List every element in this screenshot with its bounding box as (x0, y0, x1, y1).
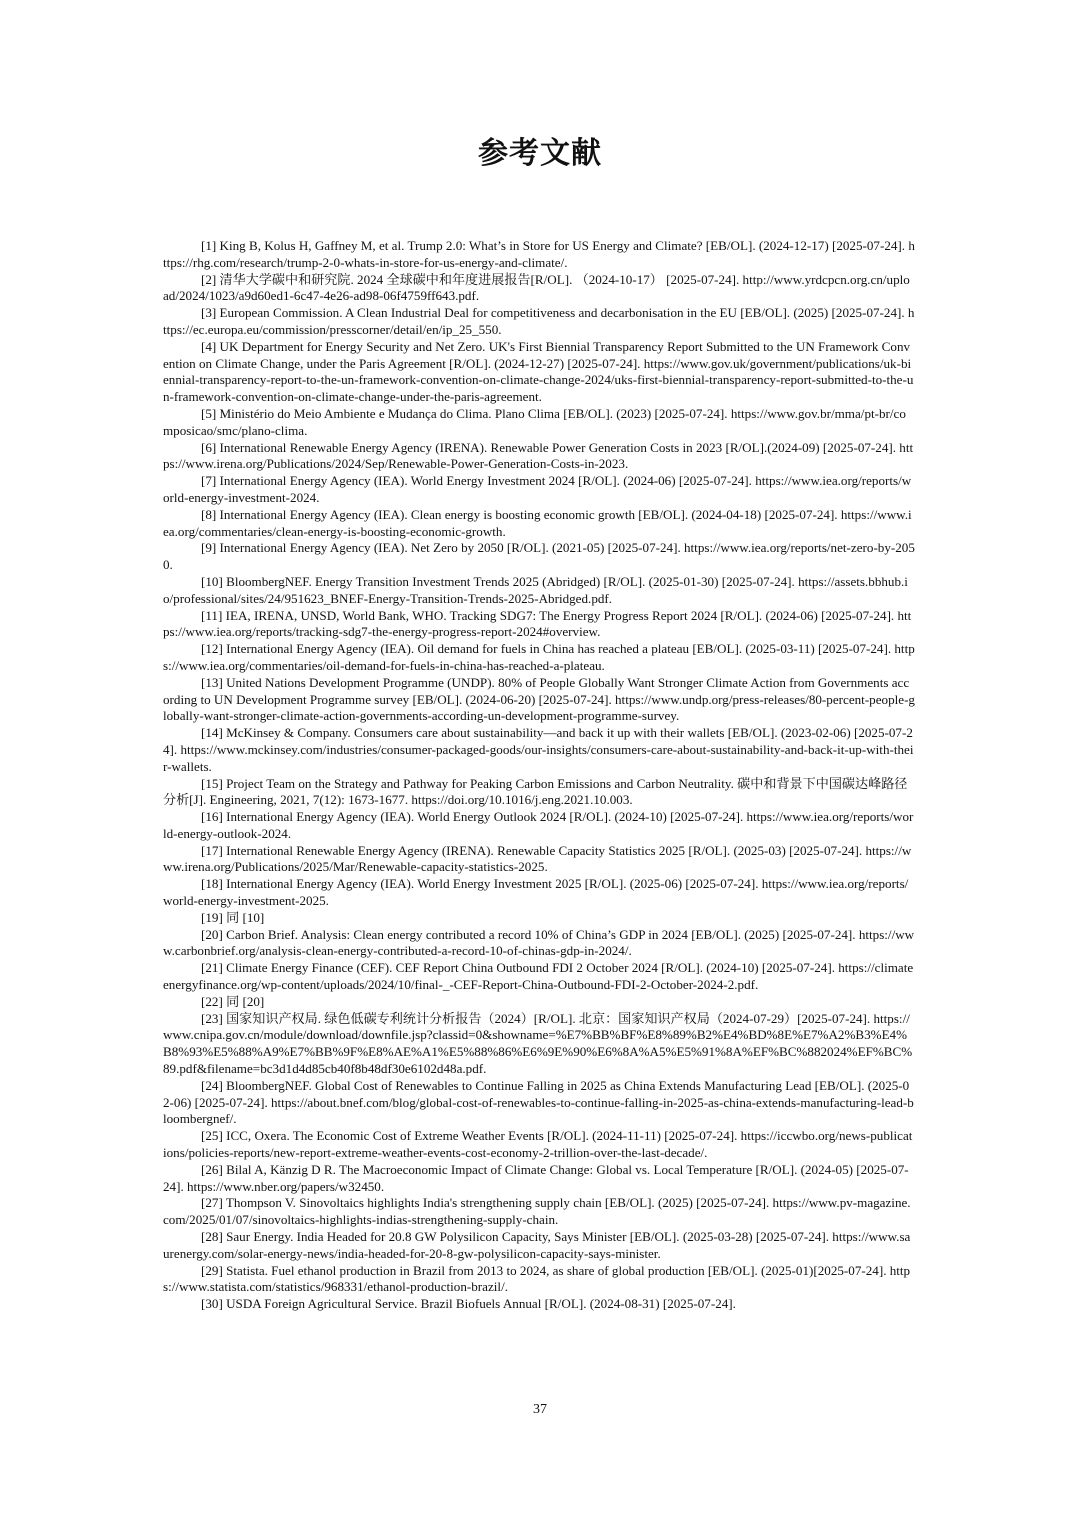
reference-item: [21] Climate Energy Finance (CEF). CEF Report China Outbound FDI 2 October 2024 [R/OL]. (2024-10) [2025-07-24]. https://climateenergyfinance.org/wp-content/uploads/2024/10/final-_-CEF-Report-China-Outbound-FDI-2-October-2024-2.pdf. (163, 960, 914, 993)
reference-item: [24] BloombergNEF. Global Cost of Renewables to Continue Falling in 2025 as China Extends Manufacturing Lead [EB/OL]. (2025-02-06) [2025-07-24]. https://about.bnef.com/blog/global-cost-of-renewables-to-continue-falling-in-2025-as-china-extends-manufacturing-lead-bloombergnef/. (163, 1077, 914, 1127)
reference-item: [10] BloombergNEF. Energy Transition Investment Trends 2025 (Abridged) [R/OL]. (2025-01-30) [2025-07-24]. https://assets.bbhub.io/professional/sites/24/951623_BNEF-Energy-Transition-Trends-2025-Abridged.pdf. (163, 573, 908, 606)
reference-item: [8] International Energy Agency (IEA). Clean energy is boosting economic growth [EB/OL]. (2024-04-18) [2025-07-24]. https://www.iea.org/commentaries/clean-energy-is-boosting-economic-growth. (163, 506, 912, 539)
reference-item: [23] 国家知识产权局. 绿色低碳专利统计分析报告（2024）[R/OL]. 北京：国家知识产权局（2024-07-29）[2025-07-24]. https://www.cnipa.gov.cn/module/download/downfile.jsp?classid=0&showname=%E7%BB%BF%E8%89%B2%E4%BD%8E%E7%A2%B3%E4%B8%93%E5%88%A9%E7%BB%9F%E8%AE%A1%E5%88%86%E6%9E%90%E6%8A%A5%E5%91%8A%EF%BC%882024%EF%BC%89.pdf&filename=bc3d1d4d85cb40f8b48df30e6102d48a.pdf. (163, 1010, 913, 1077)
reference-item: [15] Project Team on the Strategy and Pathway for Peaking Carbon Emissions and Carbon Neutrality. 碳中和背景下中国碳达峰路径分析[J]. Engineering, 2021, 7(12): 1673-1677. https://doi.org/10.1016/j.eng.2021.10.003. (163, 775, 908, 808)
reference-item: [16] International Energy Agency (IEA). World Energy Outlook 2024 [R/OL]. (2024-10) [2025-07-24]. https://www.iea.org/reports/world-energy-outlook-2024. (163, 809, 914, 841)
reference-item: [27] Thompson V. Sinovoltaics highlights India's strengthening supply chain [EB/OL]. (2025) [2025-07-24]. https://www.pv-magazine.com/2025/01/07/sinovoltaics-highlights-indias-strengthening-supply-chain. (163, 1195, 911, 1228)
reference-item: [5] Ministério do Meio Ambiente e Mudança do Clima. Plano Clima [EB/OL]. (2023) [2025-07-24]. https://www.gov.br/mma/pt-br/composicao/smc/plano-clima. (163, 405, 906, 438)
reference-item: [9] International Energy Agency (IEA). Net Zero by 2050 [R/OL]. (2021-05) [2025-07-24]. https://www.iea.org/reports/net-zero-by-2050. (163, 540, 915, 573)
reference-item: [28] Saur Energy. India Headed for 20.8 GW Polysilicon Capacity, Says Minister [EB/OL]. (2025-03-28) [2025-07-24]. https://www.saurenergy.com/solar-energy-news/india-headed-for-20-8-gw-polysilicon-capacity-says-minister. (163, 1229, 911, 1261)
reference-item: [29] Statista. Fuel ethanol production in Brazil from 2013 to 2024, as share of global production [EB/OL]. (2025-01)[2025-07-24]. https://www.statista.com/statistics/968331/ethanol-production-brazil/. (163, 1262, 911, 1295)
reference-item: [17] International Renewable Energy Agency (IRENA). Renewable Capacity Statistics 2025 [R/OL]. (2025-03) [2025-07-24]. https://www.irena.org/Publications/2025/Mar/Renewable-capacity-statistics-2025. (163, 842, 912, 875)
page-title: 参考文献 (478, 136, 602, 171)
reference-item: [26] Bilal A, Känzig D R. The Macroeconomic Impact of Climate Change: Global vs. Local Temperature [R/OL]. (2024-05) [2025-07-24]. https://www.nber.org/papers/w32450. (163, 1161, 909, 1194)
reference-item: [19] 同 [10] (201, 909, 265, 925)
reference-item: [22] 同 [20] (201, 993, 265, 1009)
reference-item: [20] Carbon Brief. Analysis: Clean energy contributed a record 10% of China’s GDP in 2024 [EB/OL]. (2025) [2025-07-24]. https://www.carbonbrief.org/analysis-clean-energy-contributed-a-record-10-of-chinas-gdp-in-2024/. (163, 926, 915, 959)
reference-item: [3] European Commission. A Clean Industrial Deal for competitiveness and decarbonisation in the EU [EB/OL]. (2025) [2025-07-24]. https://ec.europa.eu/commission/presscorner/detail/en/ip_25_550. (163, 305, 915, 337)
reference-item: [12] International Energy Agency (IEA). Oil demand for fuels in China has reached a plateau [EB/OL]. (2025-03-11) [2025-07-24]. https://www.iea.org/commentaries/oil-demand-for-fuels-in-china-has-reached-a-plateau. (163, 641, 915, 673)
reference-item: [2] 清华大学碳中和研究院. 2024 全球碳中和年度进展报告[R/OL]. （2024-10-17） [2025-07-24]. http://www.yrdcpcn.org.cn/upload/2024/1023/a9d60ed1-6c47-4e26-ad98-06f4759ff643.pdf. (163, 271, 910, 304)
reference-item: [25] ICC, Oxera. The Economic Cost of Extreme Weather Events [R/OL]. (2024-11-11) [2025-07-24]. https://iccwbo.org/news-publications/policies-reports/new-report-extreme-weather-events-cost-economy-2-trillion-over-the-last-decade/. (163, 1128, 913, 1161)
reference-item: [7] International Energy Agency (IEA). World Energy Investment 2024 [R/OL]. (2024-06) [2025-07-24]. https://www.iea.org/reports/world-energy-investment-2024. (163, 473, 912, 505)
reference-item: [11] IEA, IRENA, UNSD, World Bank, WHO. Tracking SDG7: The Energy Progress Report 2024 [R/OL]. (2024-06) [2025-07-24]. https://www.iea.org/reports/tracking-sdg7-the-energy-progress-report-2024#overview. (163, 607, 912, 640)
reference-item: [13] United Nations Development Programme (UNDP). 80% of People Globally Want Stronger Climate Action from Governments according to UN Development Programme survey [EB/OL]. (2024-06-20) [2025-07-24]. https://www.undp.org/press-releases/80-percent-people-globally-want-stronger-climate-action-governments-according-un-development-programme-survey. (163, 674, 915, 724)
reference-item: [30] USDA Foreign Agricultural Service. Brazil Biofuels Annual [R/OL]. (2024-08-31) [2025-07-24]. (201, 1296, 736, 1312)
reference-item: [18] International Energy Agency (IEA). World Energy Investment 2025 [R/OL]. (2025-06) [2025-07-24]. https://www.iea.org/reports/world-energy-investment-2025. (163, 876, 909, 909)
reference-list (163, 238, 915, 1313)
page-number: 37 (533, 1402, 547, 1417)
reference-item: [6] International Renewable Energy Agency (IRENA). Renewable Power Generation Costs in 2023 [R/OL].(2024-09) [2025-07-24]. https://www.irena.org/Publications/2024/Sep/Renewable-Power-Generation-Costs-in-2023. (163, 439, 914, 472)
reference-item: [4] UK Department for Energy Security and Net Zero. UK's First Biennial Transparency Report Submitted to the UN Framework Convention on Climate Change, under the Paris Agreement [R/OL]. (2024-12-27) [2025-07-24]. https://www.gov.uk/government/publications/uk-biennial-transparency-report-to-the-un-framework-convention-on-climate-change-2024/uks-first-biennial-transparency-report-submitted-to-the-un-framework-convention-on-climate-change-under-the-paris-agreement. (163, 338, 914, 405)
reference-item: [1] King B, Kolus H, Gaffney M, et al. Trump 2.0: What’s in Store for US Energy and Climate? [EB/OL]. (2024-12-17) [2025-07-24]. https://rhg.com/research/trump-2-0-whats-in-store-for-us-energy-and-climate/. (163, 238, 915, 270)
reference-item: [14] McKinsey & Company. Consumers care about sustainability—and back it up with their wallets [EB/OL]. (2023-02-06) [2025-07-24]. https://www.mckinsey.com/industries/consumer-packaged-goods/our-insights/consumers-care-about-sustainability-and-back-it-up-with-their-wallets. (163, 725, 914, 774)
